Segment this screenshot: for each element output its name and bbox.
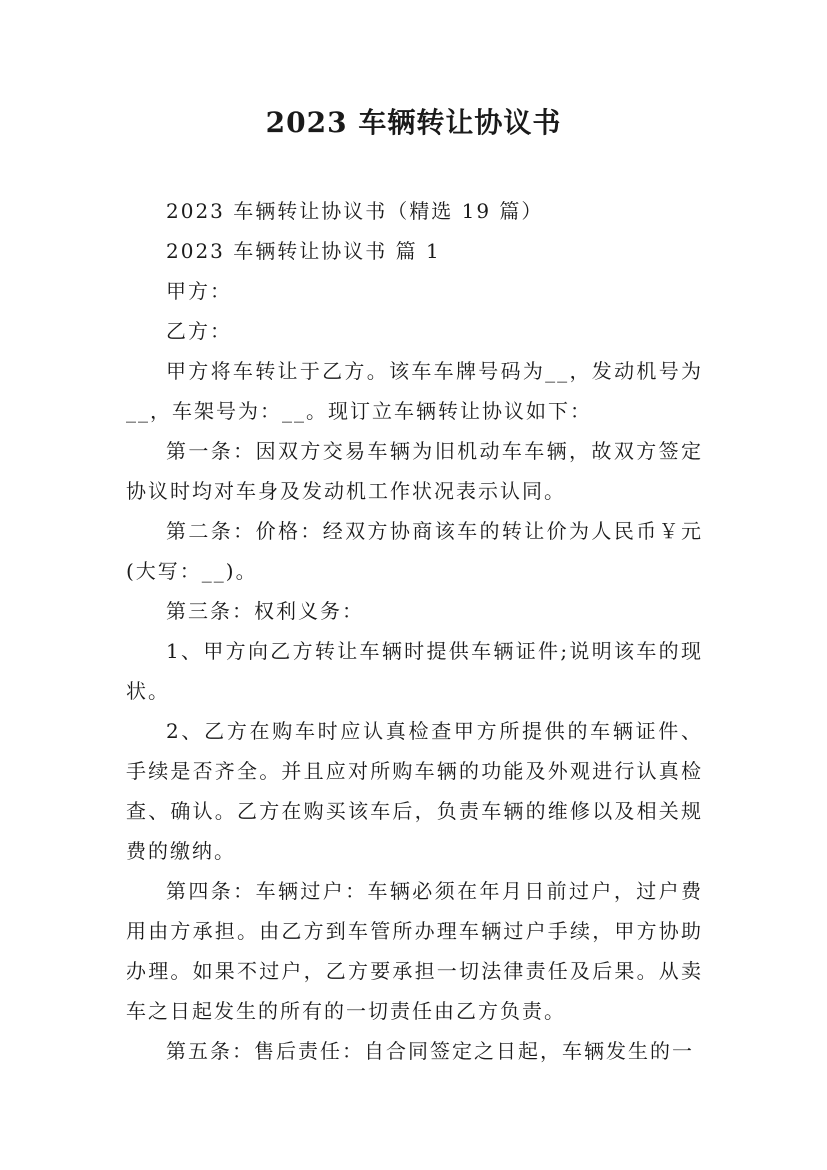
paragraph-article-3: 第三条：权利义务： [166,599,364,623]
paragraph-article-2: 第二条：价格：经双方协商该车的转让价为人民币￥元(大写：__)。 [126,519,703,583]
paragraph-article-3-item-2: 2、乙方在购车时应认真检查甲方所提供的车辆证件、手续是否齐全。并且应对所购车辆的功能及外观进行认真检查、确认。乙方在购买该车后，负责车辆的维修以及相关规费的缴纳。 [126,719,703,863]
document-title: 2023 车辆转让协议书 [265,106,562,139]
paragraph-party-b: 乙方： [166,319,232,343]
paragraph-article-4: 第四条：车辆过户：车辆必须在年月日前过户，过户费用由方承担。由乙方到车管所办理车辆过户手续，甲方协助办理。如果不过户，乙方要承担一切法律责任及后果。从卖车之日起发生的所有的一切责任由乙方负责。 [126,879,703,1023]
document-body [126,191,703,1071]
paragraph-vehicle-info: 甲方将车转让于乙方。该车车牌号码为__，发动机号为__，车架号为：__。现订立车辆转让协议如下： [126,359,703,423]
paragraph-party-a: 甲方： [166,279,232,303]
paragraph-subtitle: 2023 车辆转让协议书（精选 19 篇） [166,199,544,223]
paragraph-article-3-item-1: 1、甲方向乙方转让车辆时提供车辆证件;说明该车的现状。 [126,639,703,703]
paragraph-section-heading: 2023 车辆转让协议书 篇 1 [166,239,441,263]
paragraph-article-1: 第一条：因双方交易车辆为旧机动车车辆，故双方签定协议时均对车身及发动机工作状况表示认同。 [126,439,703,503]
paragraph-article-5: 第五条：售后责任：自合同签定之日起，车辆发生的一 [166,1039,694,1063]
